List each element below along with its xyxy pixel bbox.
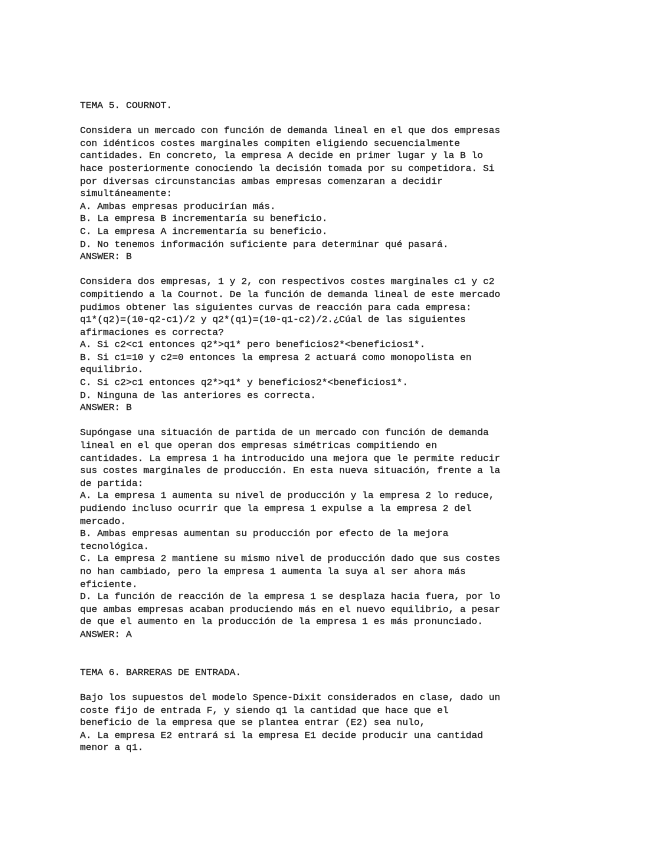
section-heading: TEMA 5. COURNOT. <box>80 100 173 111</box>
option-line: A. La empresa E2 entrará si la empresa E1 decide producir una cantidad <box>80 729 484 741</box>
text-line: de que el aumento en la producción de la empresa 1 es más pronunciado. <box>80 616 484 628</box>
text-line: tecnológica. <box>80 540 150 552</box>
document-page <box>80 100 580 755</box>
blank-line <box>80 113 580 126</box>
option-line: B. La empresa B incrementaría su beneficio. <box>80 213 328 225</box>
text-line: con idénticos costes marginales compiten eligiendo secuencialmente <box>80 137 460 149</box>
text-line: sus costes marginales de producción. En esta nueva situación, frente a la <box>80 465 501 477</box>
option-line: A. Ambas empresas producirían más. <box>80 200 276 212</box>
option-line: C. La empresa A incrementaría su beneficio. <box>80 225 328 237</box>
option-line: C. La empresa 2 mantiene su mismo nivel de producción dado que sus costes <box>80 553 501 565</box>
text-line: Considera dos empresas, 1 y 2, con respectivos costes marginales c1 y c2 <box>80 276 495 288</box>
answer-line: ANSWER: A <box>80 628 132 640</box>
text-line: afirmaciones es correcta? <box>80 326 224 338</box>
text-line: compitiendo a la Cournot. De la función de demanda lineal de este mercado <box>80 288 501 300</box>
text-line: cantidades. En concreto, la empresa A decide en primer lugar y la B lo <box>80 150 484 162</box>
text-line: de partida: <box>80 477 144 489</box>
option-line: C. Si c2>c1 entonces q2*>q1* y beneficios2*<beneficios1*. <box>80 377 409 389</box>
text-line: pudiendo incluso ocurrir que la empresa 1 expulse a la empresa 2 del <box>80 503 472 514</box>
option-line: D. No tenemos información suficiente para determinar qué pasará. <box>80 238 449 250</box>
blank-line <box>80 415 580 428</box>
answer-line: ANSWER: B <box>80 402 132 414</box>
option-line: D. Ninguna de las anteriores es correcta. <box>80 389 317 401</box>
option-line: D. La función de reacción de la empresa 1 se desplaza hacia fuera, por lo <box>80 591 501 603</box>
option-line: A. La empresa 1 aumenta su nivel de producción y la empresa 2 lo reduce, <box>80 490 495 502</box>
option-line: B. Ambas empresas aumentan su producción por efecto de la mejora <box>80 528 449 540</box>
blank-line <box>80 264 580 277</box>
text-line: Supóngase una situación de partida de un mercado con función de demanda <box>80 427 489 439</box>
text-line: q1*(q2)=(10-q2-c1)/2 y q2*(q1)=(10-q1-c2)/2.¿Cúal de las siguientes <box>80 314 466 326</box>
text-line: pudimos obtener las siguientes curvas de reacción para cada empresa: <box>80 301 472 313</box>
text-line: hace posteriormente conociendo la decisión tomada por su competidora. Si <box>80 162 495 174</box>
text-line: no han cambiado, pero la empresa 1 aumenta la suya al ser ahora más <box>80 565 466 577</box>
text-line: que ambas empresas acaban produciendo más en el nuevo equilibrio, a pesar <box>80 603 501 615</box>
text-line: por diversas circunstancias ambas empresas comenzaran a decidir <box>80 175 443 187</box>
answer-line: ANSWER: B <box>80 251 132 263</box>
text-line: beneficio de la empresa que se plantea entrar (E2) sea nulo, <box>80 717 426 729</box>
blank-line <box>80 642 580 655</box>
text-line: cantidades. La empresa 1 ha introducido una mejora que le permite reducir <box>80 452 501 464</box>
option-line: B. Si c1=10 y c2=0 entonces la empresa 2 actuará como monopolista en <box>80 351 472 363</box>
section-heading: TEMA 6. BARRERAS DE ENTRADA. <box>80 666 242 678</box>
text-line: Bajo los supuestos del modelo Spence-Dixit considerados en clase, dado un <box>80 691 501 703</box>
text-line: simultáneamente: <box>80 188 173 200</box>
text-line: coste fijo de entrada F, y siendo q1 la cantidad que hace que el <box>80 704 449 716</box>
text-line: Considera un mercado con función de demanda lineal en el que dos empresas <box>80 125 501 137</box>
blank-line <box>80 679 580 692</box>
text-line: mercado. <box>80 515 127 527</box>
blank-line <box>80 654 580 667</box>
text-line: menor a q1. <box>80 742 144 754</box>
text-line: lineal en el que operan dos empresas simétricas compitiendo en <box>80 440 437 452</box>
text-line: eficiente. <box>80 578 138 590</box>
option-line: A. Si c2<c1 entonces q2*>q1* pero beneficios2*<beneficios1*. <box>80 339 426 351</box>
text-line: equilibrio. <box>80 364 144 376</box>
